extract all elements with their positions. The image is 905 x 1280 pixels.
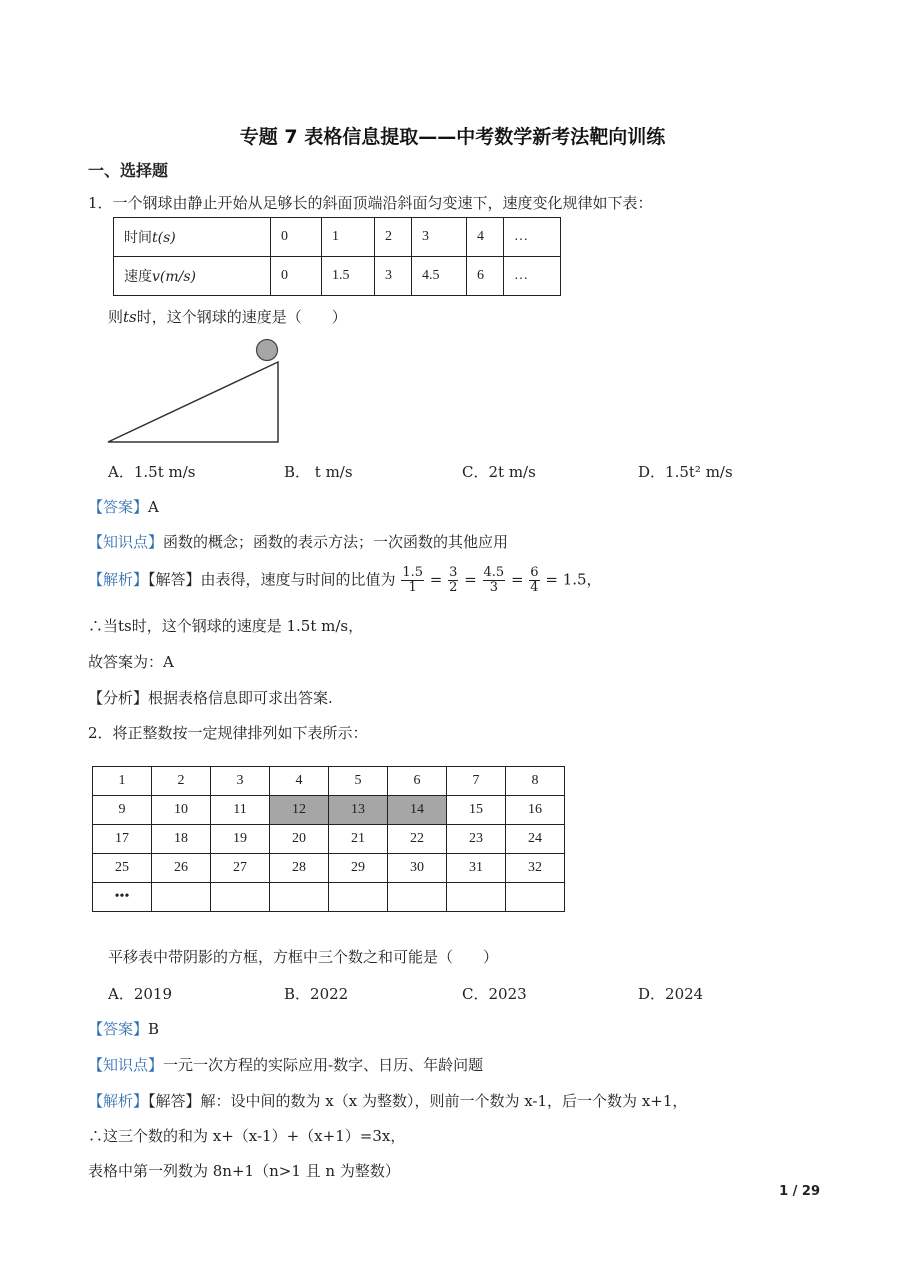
table-row xyxy=(93,854,565,883)
shaded-cell: 14 xyxy=(388,796,447,825)
table-cell: 15 xyxy=(447,796,506,825)
q1-option-d: D．1.5t² m/s xyxy=(638,463,733,481)
table-cell: 10 xyxy=(152,796,211,825)
q1-fenxi: 【分析】根据表格信息即可求出答案. xyxy=(88,689,333,707)
table-cell: ••• xyxy=(93,883,152,912)
table-cell xyxy=(329,883,388,912)
table-row xyxy=(93,883,565,912)
table-cell: 25 xyxy=(93,854,152,883)
table-cell: 30 xyxy=(388,854,447,883)
table-row xyxy=(93,825,565,854)
incline-triangle xyxy=(108,362,278,442)
table-cell: 26 xyxy=(152,854,211,883)
table-cell: 0 xyxy=(271,257,322,296)
q2-stem: 2．将正整数按一定规律排列如下表所示： xyxy=(88,724,368,742)
q1-option-a: A．1.5t m/s xyxy=(108,463,196,481)
table-cell: 11 xyxy=(211,796,270,825)
table-cell: 3 xyxy=(412,218,467,257)
table-row xyxy=(93,796,565,825)
table-cell xyxy=(270,883,329,912)
q1-prompt: 则ts时，这个钢球的速度是（ ） xyxy=(108,308,347,326)
table-cell: 1 xyxy=(93,767,152,796)
page-number: 1 / 29 xyxy=(779,1184,820,1199)
q2-line3: 表格中第一列数为 8n+1（n>1 且 n 为整数） xyxy=(88,1162,400,1180)
table-cell: 1.5 xyxy=(322,257,375,296)
table-cell: 27 xyxy=(211,854,270,883)
table-cell: 21 xyxy=(329,825,388,854)
table-cell: 24 xyxy=(506,825,565,854)
q1-analysis: 【解析】【解答】由表得，速度与时间的比值为 $\frac{1.5}{1}$ = $\frac{3}{2}$ = $\frac{4.5}{3}$ = $\frac{6}{4}$ = 1.5， xyxy=(88,565,602,595)
table-cell: 速度v(m/s) xyxy=(114,257,271,296)
table-cell: 22 xyxy=(388,825,447,854)
q1-knowledge: 【知识点】函数的概念；函数的表示方法；一次函数的其他应用 xyxy=(88,533,509,551)
q1-answer: 【答案】A xyxy=(88,498,159,516)
table-cell: 18 xyxy=(152,825,211,854)
table-cell xyxy=(388,883,447,912)
table-cell xyxy=(211,883,270,912)
table-cell: 1 xyxy=(322,218,375,257)
table-row xyxy=(114,218,561,257)
q1-option-c: C．2t m/s xyxy=(462,463,536,481)
table-cell: 6 xyxy=(388,767,447,796)
table-cell: 0 xyxy=(271,218,322,257)
table-cell xyxy=(152,883,211,912)
q2-option-c: C．2023 xyxy=(462,985,527,1003)
fraction: $\frac{6}{4}$ xyxy=(530,565,539,595)
table-cell xyxy=(506,883,565,912)
table-cell: 时间t(s) xyxy=(114,218,271,257)
q1-option-b: B． t m/s xyxy=(284,463,353,481)
table-cell: 19 xyxy=(211,825,270,854)
q2-answer: 【答案】B xyxy=(88,1020,160,1038)
table-cell: 3 xyxy=(375,257,412,296)
shaded-cell: 13 xyxy=(329,796,388,825)
table-cell: 3 xyxy=(211,767,270,796)
table-cell: 23 xyxy=(447,825,506,854)
q2-option-a: A．2019 xyxy=(108,985,173,1003)
table-cell: 5 xyxy=(329,767,388,796)
table-cell: 4 xyxy=(270,767,329,796)
shaded-cell: 12 xyxy=(270,796,329,825)
fraction: $\frac{1.5}{1}$ xyxy=(402,565,423,595)
incline-diagram xyxy=(104,338,284,446)
table-cell: 29 xyxy=(329,854,388,883)
q2-option-d: D．2024 xyxy=(638,985,704,1003)
q2-option-b: B．2022 xyxy=(284,985,349,1003)
section-heading: 一、选择题 xyxy=(88,161,169,180)
page-title: 专题 7 表格信息提取——中考数学新考法靶向训练 xyxy=(239,126,666,148)
table-cell xyxy=(447,883,506,912)
q1-conclusion: 故答案为：A xyxy=(88,653,174,671)
table-cell: 16 xyxy=(506,796,565,825)
table-cell: 2 xyxy=(375,218,412,257)
table-cell: 9 xyxy=(93,796,152,825)
q2-prompt: 平移表中带阴影的方框，方框中三个数之和可能是（ ） xyxy=(108,948,499,966)
fraction: $\frac{4.5}{3}$ xyxy=(483,565,505,595)
table-cell: 20 xyxy=(270,825,329,854)
steel-ball xyxy=(257,340,278,361)
table-cell: 31 xyxy=(447,854,506,883)
table-cell: 6 xyxy=(467,257,504,296)
table-cell: … xyxy=(504,257,561,296)
table-cell: 32 xyxy=(506,854,565,883)
table-cell: 7 xyxy=(447,767,506,796)
q2-grid xyxy=(92,766,565,912)
table-cell: 17 xyxy=(93,825,152,854)
table-cell: 28 xyxy=(270,854,329,883)
table-row xyxy=(114,257,561,296)
table-row xyxy=(93,767,565,796)
q1-therefore: ∴当ts时，这个钢球的速度是 1.5t m/s， xyxy=(88,617,364,635)
table-cell: 4 xyxy=(467,218,504,257)
table-cell: 2 xyxy=(152,767,211,796)
table-cell: 4.5 xyxy=(412,257,467,296)
table-cell: … xyxy=(504,218,561,257)
q2-line2: ∴这三个数的和为 x+（x-1）+（x+1）=3x， xyxy=(88,1127,406,1145)
q1-table xyxy=(113,217,561,296)
table-cell: 8 xyxy=(506,767,565,796)
fraction: $\frac{3}{2}$ xyxy=(449,565,458,595)
q2-knowledge: 【知识点】一元一次方程的实际应用-数字、日历、年龄问题 xyxy=(88,1056,484,1074)
q2-analysis: 【解析】【解答】解：设中间的数为 x（x 为整数），则前一个数为 x-1，后一个数为 x+1， xyxy=(88,1092,688,1110)
q1-stem: 1．一个钢球由静止开始从足够长的斜面顶端沿斜面匀变速下，速度变化规律如下表： xyxy=(88,194,653,212)
